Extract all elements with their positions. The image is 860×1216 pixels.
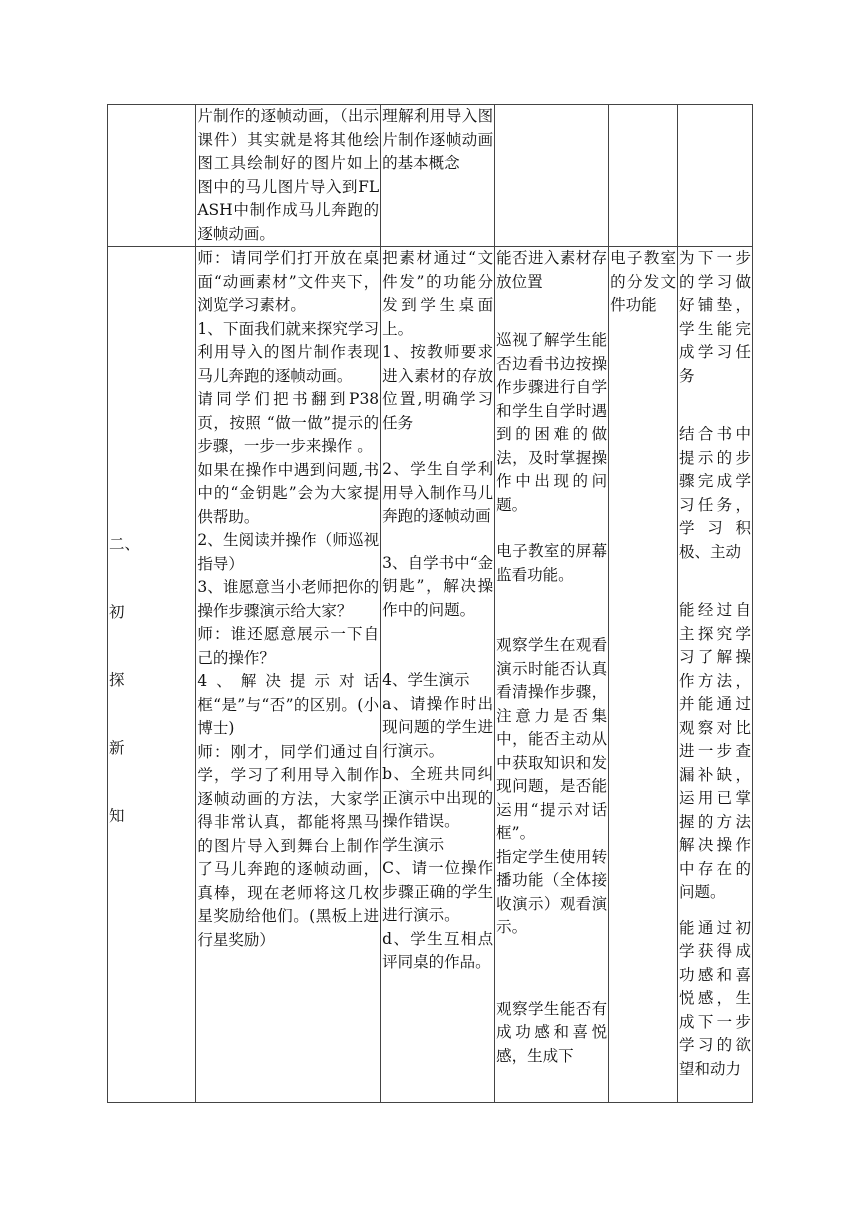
teacher-activity-text: 片制作的逐帧动画，（出示课件）其实就是将其他绘图工具绘制好的图片如上图中的马儿图片导入到FLASH中制作成马儿奔跑的逐帧动画。 — [197, 107, 380, 243]
student-text: C、请一位操作步骤正确的学生进行演示。 — [382, 859, 494, 924]
stage-label: 新 — [109, 739, 125, 757]
student-text: a、请操作时出现问题的学生进行演示。 — [382, 694, 494, 760]
assessment-cell — [495, 247, 609, 1103]
student-text: 4、学生演示 — [382, 671, 470, 689]
student-text: 把素材通过“文件发”的功能分发到学生桌面上。 — [382, 249, 494, 338]
table-row-continuation — [108, 105, 753, 247]
intent-cell — [677, 105, 752, 247]
stage-label: 知 — [109, 807, 125, 825]
student-text: b、全班共同纠正演示中出现的操作错误。 — [382, 765, 494, 830]
student-text: 学生演示 — [382, 835, 445, 854]
assessment-text: 观察学生能否有成功感和喜悦感，生成下 — [496, 999, 608, 1065]
stage-label: 初 — [109, 603, 125, 621]
stage-label: 二、 — [109, 535, 141, 553]
teacher-activity-cell — [196, 247, 381, 1103]
assessment-text: 观察学生在观看演示时能否认真看清操作步骤，注意力是否集中，能否主动从中获取知识和发现问题，是否能运用“提示对话框”。 — [496, 636, 608, 842]
student-activity-text: 理解利用导入图片制作逐帧动画的基本概念 — [382, 107, 494, 172]
assessment-text: 巡视了解学生能否边看书边按操作步骤进行自学和学生自学时遇到的困难的做法，及时掌握操作中出现的问题。 — [496, 331, 608, 514]
intent-text: 为下一步的学习做好铺垫，学生能完成学习任务 — [678, 249, 751, 385]
student-text: d、学生互相点评同桌的作品。 — [382, 929, 494, 971]
intent-text: 能经过自主探究学习了解操作方法，并能通过观察对比进一步查漏补缺，运用已掌握的方法解决操作中存在的问题。 — [678, 601, 751, 901]
stage-label: 探 — [109, 671, 125, 689]
student-text: 1、按教师要求进入素材的存放位置,明确学习任务 — [382, 343, 494, 432]
media-text: 电子教室的分发文件功能 — [610, 249, 676, 314]
student-text: 2、学生自学利用导入制作马儿奔跑的逐帧动画 — [382, 460, 494, 525]
teacher-text: 请同学们把书翻到P38页，按照 “做一做”提示的步骤，一步一步来操作 。 — [197, 390, 380, 455]
media-cell — [609, 247, 678, 1103]
intent-cell — [677, 247, 752, 1103]
teacher-text: 师：谁还愿意展示一下自己的操作？ — [197, 625, 380, 667]
assessment-cell — [495, 105, 609, 247]
teacher-text: 如果在操作中遇到问题,书中的“金钥匙”会为大家提供帮助。 — [197, 460, 380, 526]
student-activity-cell — [381, 247, 495, 1103]
teacher-activity-cell — [196, 105, 381, 247]
student-text: 3、自学书中“金钥匙”，解决操作中的问题。 — [382, 553, 494, 619]
stage-cell — [108, 247, 196, 1103]
intent-text: 结合书中提示的步骤完成学习任务，学习积极、主动 — [678, 425, 751, 561]
teacher-text: 1、下面我们就来探究学习利用导入的图片制作表现马儿奔跑的逐帧动画。 — [197, 319, 380, 385]
teacher-text: 师：刚才，同学们通过自学，学习了利用导入制作逐帧动画的方法，大家学得非常认真，都能将黑马的图片导入到舞台上制作了马儿奔跑的逐帧动画，真棒，现在老师将这几枚星奖励给他们。(黑板上进行星奖励） — [197, 742, 380, 949]
student-activity-cell — [381, 105, 495, 247]
media-cell — [609, 105, 678, 247]
table-row-explore — [108, 247, 753, 1103]
assessment-text: 能否进入素材存放位置 — [496, 249, 608, 291]
teacher-text: 2、生阅读并操作（师巡视指导） — [197, 531, 380, 573]
teacher-text: 3、谁愿意当小老师把你的操作步骤演示给大家？ — [197, 578, 380, 620]
assessment-text: 指定学生使用转播功能（全体接收演示）观看演示。 — [496, 847, 608, 936]
lesson-plan-table — [107, 104, 753, 1103]
teacher-text: 师：请同学们打开放在桌面“动画素材”文件夹下，浏览学习素材。 — [197, 249, 380, 314]
stage-cell — [108, 105, 196, 247]
intent-text: 能通过初学获得成功感和喜悦感，生成下一步学习的欲望和动力 — [678, 918, 751, 1078]
assessment-text: 电子教室的屏幕监看功能。 — [496, 542, 608, 584]
teacher-text: 4、解决提示对话框“是”与“否”的区别。(小博士) — [197, 672, 380, 737]
